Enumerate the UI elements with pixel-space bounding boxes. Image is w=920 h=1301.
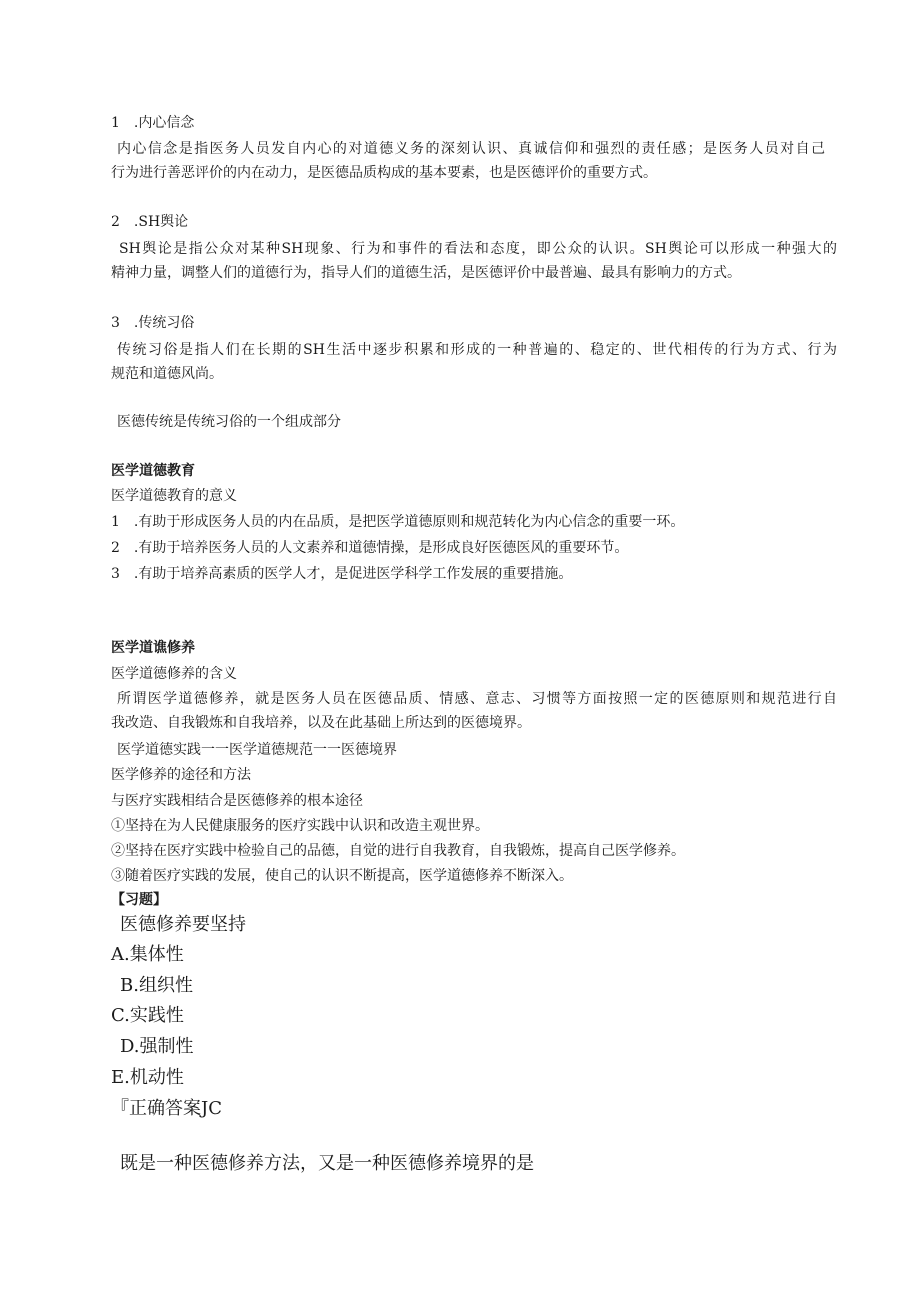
- subsection-title: 医学道德修养的含义: [111, 666, 237, 682]
- exercise-question: 医德修养要坚持: [120, 914, 246, 935]
- paragraph-line: 精神力量，调整人们的道德行为，指导人们的道德生活，是医德评价中最普遍、最具有影响力的方式。: [111, 265, 741, 281]
- paragraph-line: 我改造、自我锻炼和自我培养，以及在此基础上所达到的医德境界。: [111, 715, 531, 731]
- next-question: 既是一种医德修养方法，又是一种医德修养境界的是: [120, 1153, 534, 1174]
- list-item: ①坚持在为人民健康服务的医疗实践中认识和改造主观世界。: [111, 818, 489, 834]
- section-heading-public-opinion: 2 .SH舆论: [111, 214, 189, 230]
- list-item: 1 .有助于形成医务人员的内在品质，是把医学道德原则和规范转化为内心信念的重要一环。: [111, 514, 685, 530]
- option-c: C.实践性: [111, 1005, 184, 1026]
- paragraph-line: 与医疗实践相结合是医德修养的根本途径: [111, 793, 363, 809]
- list-item: ②坚持在医疗实践中检验自己的品德，自觉的进行自我教育，自我锻炼，提高自己医学修养。: [111, 843, 685, 859]
- section-heading-tradition: 3 .传统习俗: [111, 315, 195, 331]
- paragraph-line: SH舆论是指公众对某种SH现象、行为和事件的看法和态度，即公众的认识。SH舆论可以形成一种强大的: [119, 241, 837, 257]
- subsection-title: 医学道德教育的意义: [111, 488, 237, 504]
- option-d: D.强制性: [120, 1036, 194, 1057]
- option-e: E.机动性: [111, 1067, 184, 1088]
- list-item: 2 .有助于培养医务人员的人文素养和道德情操，是形成良好医德医风的重要环节。: [111, 540, 629, 556]
- section-title-ethics-cultivation: 医学道谯修养: [111, 640, 195, 656]
- chain-line: 医学道德实践一一医学道德规范一一医德境界: [117, 742, 397, 758]
- subsection-title: 医学修养的途径和方法: [111, 767, 251, 783]
- paragraph-line: 所谓医学道德修养，就是医务人员在医德品质、情感、意志、习惯等方面按照一定的医德原则和规范进行自: [117, 691, 837, 707]
- section-title-ethics-education: 医学道德教育: [111, 463, 195, 479]
- paragraph-line: 传统习俗是指人们在长期的SH生活中逐步积累和形成的一种普遍的、稳定的、世代相传的行为方式、行为: [117, 342, 837, 358]
- option-a: A.集体性: [111, 944, 184, 965]
- correct-answer: 『正确答案JC: [111, 1098, 222, 1119]
- paragraph-line: 行为进行善恶评价的内在动力，是医德品质构成的基本要素，也是医德评价的重要方式。: [111, 165, 657, 181]
- paragraph-line: 规范和道德风尚。: [111, 366, 223, 382]
- list-item: 3 .有助于培养高素质的医学人才，是促进医学科学工作发展的重要措施。: [111, 566, 573, 582]
- paragraph-line: 内心信念是指医务人员发自内心的对道德义务的深刻认识、真诚信仰和强烈的责任感；是医务人员对自己: [117, 141, 825, 157]
- note-line: 医德传统是传统习俗的一个组成部分: [117, 414, 341, 430]
- exercise-label: 【习题】: [111, 892, 167, 908]
- section-heading-inner-belief: 1 .内心信念: [111, 115, 195, 131]
- list-item: ③随着医疗实践的发展，使自己的认识不断提高，医学道德修养不断深入。: [111, 868, 573, 884]
- option-b: B.组织性: [120, 975, 193, 996]
